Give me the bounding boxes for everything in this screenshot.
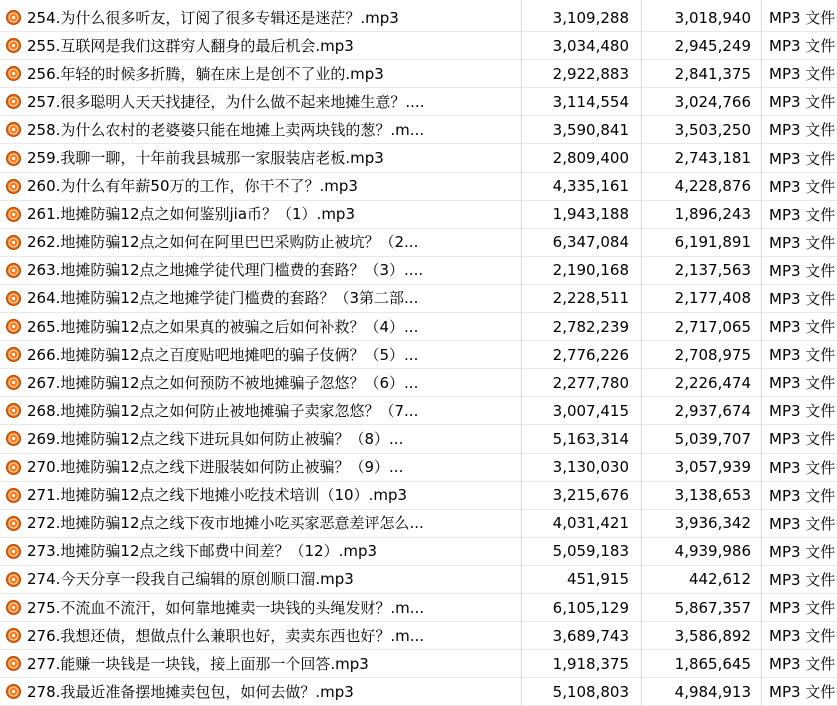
mp3-audio-icon	[6, 347, 21, 362]
file-size-cell: 2,922,883	[552, 64, 629, 83]
file-name-cell[interactable]	[0, 233, 521, 251]
file-size-cell: 6,105,129	[552, 598, 629, 617]
mp3-audio-icon	[6, 403, 21, 418]
file-packed-size-cell: 2,945,249	[674, 36, 751, 55]
file-packed-size-cell: 2,226,474	[674, 373, 751, 392]
file-name-label: 256.年轻的时候多折腾，躺在床上是创不了业的.mp3	[27, 64, 384, 83]
file-type-cell: MP3 文件	[769, 570, 836, 589]
file-type-cell: MP3 文件	[769, 318, 836, 337]
table-row[interactable]	[0, 566, 837, 594]
file-packed-size-cell: 4,228,876	[674, 177, 751, 196]
file-name-cell[interactable]	[0, 37, 521, 55]
file-packed-size-cell: 2,137,563	[674, 261, 751, 280]
table-row[interactable]	[0, 4, 837, 32]
mp3-audio-icon	[6, 572, 21, 587]
table-row[interactable]	[0, 594, 837, 622]
file-packed-size-cell: 2,717,065	[674, 317, 751, 336]
file-type-cell: MP3 文件	[769, 458, 836, 477]
file-size-cell: 5,108,803	[552, 682, 629, 701]
file-name-cell[interactable]	[0, 9, 521, 27]
table-row[interactable]	[0, 116, 837, 144]
file-name-label: 272.地摊防骗12点之线下夜市地摊小吃买家恶意差评怎么...	[27, 514, 424, 533]
table-row[interactable]	[0, 257, 837, 285]
file-type-cell: MP3 文件	[769, 430, 836, 449]
mp3-audio-icon	[6, 684, 21, 699]
file-packed-size-cell: 3,138,653	[674, 486, 751, 505]
file-rows-container	[0, 4, 837, 706]
file-name-label: 265.地摊防骗12点之如果真的被骗之后如何补救？（4）...	[27, 317, 419, 336]
file-name-cell[interactable]	[0, 542, 521, 560]
mp3-audio-icon	[6, 488, 21, 503]
file-name-cell[interactable]	[0, 121, 521, 139]
file-name-label: 268.地摊防骗12点之如何防止被地摊骗子卖家忽悠？（7...	[27, 401, 419, 420]
file-type-cell: MP3 文件	[769, 486, 836, 505]
file-name-cell[interactable]	[0, 93, 521, 111]
file-packed-size-cell: 2,937,674	[674, 401, 751, 420]
file-packed-size-cell: 2,708,975	[674, 345, 751, 364]
file-packed-size-cell: 3,024,766	[674, 92, 751, 111]
file-name-label: 275.不流血不流汗，如何靠地摊卖一块钱的头绳发财？.m...	[27, 598, 425, 617]
file-name-cell[interactable]	[0, 402, 521, 420]
file-name-cell[interactable]	[0, 318, 521, 336]
table-row[interactable]	[0, 32, 837, 60]
file-type-cell: MP3 文件	[769, 9, 836, 28]
file-name-cell[interactable]	[0, 149, 521, 167]
mp3-audio-icon	[6, 656, 21, 671]
mp3-audio-icon	[6, 600, 21, 615]
file-type-cell: MP3 文件	[769, 261, 836, 280]
file-packed-size-cell: 3,503,250	[674, 120, 751, 139]
table-row[interactable]	[0, 229, 837, 257]
file-name-label: 270.地摊防骗12点之线下进服装如何防止被骗？（9）...	[27, 458, 404, 477]
file-type-cell: MP3 文件	[769, 514, 836, 533]
file-type-cell: MP3 文件	[769, 683, 836, 702]
file-type-cell: MP3 文件	[769, 121, 836, 140]
table-row[interactable]	[0, 454, 837, 482]
file-size-cell: 2,277,780	[552, 373, 629, 392]
mp3-audio-icon	[6, 291, 21, 306]
file-name-label: 254.为什么很多听友，订阅了很多专辑还是迷茫？.mp3	[27, 8, 399, 27]
file-size-cell: 3,130,030	[552, 458, 629, 477]
mp3-audio-icon	[6, 375, 21, 390]
table-row[interactable]	[0, 341, 837, 369]
file-type-cell: MP3 文件	[769, 374, 836, 393]
file-packed-size-cell: 4,984,913	[674, 682, 751, 701]
file-name-cell[interactable]	[0, 514, 521, 532]
file-packed-size-cell: 5,867,357	[674, 598, 751, 617]
file-packed-size-cell: 3,018,940	[674, 8, 751, 27]
file-packed-size-cell: 6,191,891	[674, 233, 751, 252]
file-name-label: 255.互联网是我们这群穷人翻身的最后机会.mp3	[27, 36, 354, 55]
file-packed-size-cell: 3,586,892	[674, 626, 751, 645]
file-name-label: 264.地摊防骗12点之地摊学徒门槛费的套路？（3第二部...	[27, 289, 419, 308]
file-name-cell[interactable]	[0, 655, 521, 673]
file-type-cell: MP3 文件	[769, 205, 836, 224]
file-packed-size-cell: 1,896,243	[674, 205, 751, 224]
file-name-label: 259.我聊一聊，十年前我县城那一家服装店老板.mp3	[27, 149, 384, 168]
table-row[interactable]	[0, 285, 837, 313]
table-row[interactable]	[0, 88, 837, 116]
mp3-audio-icon	[6, 10, 21, 25]
mp3-audio-icon	[6, 544, 21, 559]
file-type-cell: MP3 文件	[769, 37, 836, 56]
table-row[interactable]	[0, 144, 837, 172]
file-name-cell[interactable]	[0, 458, 521, 476]
file-packed-size-cell: 1,865,645	[674, 654, 751, 673]
table-row[interactable]	[0, 538, 837, 566]
file-name-cell[interactable]	[0, 205, 521, 223]
file-name-cell[interactable]	[0, 65, 521, 83]
file-type-cell: MP3 文件	[769, 346, 836, 365]
file-name-label: 258.为什么农村的老婆婆只能在地摊上卖两块钱的葱？.m...	[27, 120, 425, 139]
file-size-cell: 2,190,168	[552, 261, 629, 280]
file-type-cell: MP3 文件	[769, 655, 836, 674]
file-name-cell[interactable]	[0, 599, 521, 617]
file-name-cell[interactable]	[0, 261, 521, 279]
file-type-cell: MP3 文件	[769, 542, 836, 561]
file-type-cell: MP3 文件	[769, 627, 836, 646]
mp3-audio-icon	[6, 179, 21, 194]
file-name-label: 267.地摊防骗12点之如何预防不被地摊骗子忽悠？（6）...	[27, 373, 419, 392]
file-size-cell: 6,347,084	[552, 233, 629, 252]
mp3-audio-icon	[6, 263, 21, 278]
file-size-cell: 4,031,421	[552, 514, 629, 533]
mp3-audio-icon	[6, 628, 21, 643]
file-name-label: 271.地摊防骗12点之线下地摊小吃技术培训（10）.mp3	[27, 486, 408, 505]
file-name-cell[interactable]	[0, 346, 521, 364]
file-name-cell[interactable]	[0, 177, 521, 195]
file-size-cell: 5,059,183	[552, 542, 629, 561]
mp3-audio-icon	[6, 94, 21, 109]
file-name-label: 261.地摊防骗12点之如何鉴别jia币？（1）.mp3	[27, 205, 356, 224]
file-name-label: 263.地摊防骗12点之地摊学徒代理门槛费的套路？（3）....	[27, 261, 424, 280]
file-packed-size-cell: 2,177,408	[674, 289, 751, 308]
table-row[interactable]	[0, 650, 837, 678]
file-type-cell: MP3 文件	[769, 149, 836, 168]
file-size-cell: 2,228,511	[552, 289, 629, 308]
file-name-cell[interactable]	[0, 627, 521, 645]
file-size-cell: 2,809,400	[552, 149, 629, 168]
file-size-cell: 1,918,375	[552, 654, 629, 673]
mp3-audio-icon	[6, 319, 21, 334]
mp3-audio-icon	[6, 235, 21, 250]
file-name-cell[interactable]	[0, 683, 521, 701]
mp3-audio-icon	[6, 207, 21, 222]
file-packed-size-cell: 442,612	[688, 570, 751, 589]
file-size-cell: 5,163,314	[552, 429, 629, 448]
file-packed-size-cell: 3,936,342	[674, 514, 751, 533]
table-row[interactable]	[0, 397, 837, 425]
mp3-audio-icon	[6, 516, 21, 531]
file-type-cell: MP3 文件	[769, 599, 836, 618]
file-packed-size-cell: 2,841,375	[674, 64, 751, 83]
file-name-cell[interactable]	[0, 570, 521, 588]
file-name-cell[interactable]	[0, 486, 521, 504]
file-size-cell: 3,114,554	[552, 92, 629, 111]
file-size-cell: 451,915	[566, 570, 629, 589]
file-size-cell: 3,689,743	[552, 626, 629, 645]
mp3-audio-icon	[6, 122, 21, 137]
file-size-cell: 3,215,676	[552, 486, 629, 505]
file-size-cell: 3,007,415	[552, 401, 629, 420]
file-name-cell[interactable]	[0, 289, 521, 307]
file-name-label: 262.地摊防骗12点之如何在阿里巴巴采购防止被坑？（2...	[27, 233, 419, 252]
column-header-sliver[interactable]	[0, 0, 837, 4]
file-name-cell[interactable]	[0, 430, 521, 448]
file-name-label: 276.我想还债，想做点什么兼职也好，卖卖东西也好？.m...	[27, 626, 425, 645]
file-type-cell: MP3 文件	[769, 289, 836, 308]
file-size-cell: 3,590,841	[552, 120, 629, 139]
file-name-label: 260.为什么有年薪50万的工作，你干不了？.mp3	[27, 177, 358, 196]
table-row[interactable]	[0, 425, 837, 453]
file-packed-size-cell: 5,039,707	[674, 429, 751, 448]
table-row[interactable]	[0, 622, 837, 650]
mp3-audio-icon	[6, 38, 21, 53]
table-row[interactable]	[0, 678, 837, 706]
file-name-label: 257.很多聪明人天天找捷径，为什么做不起来地摊生意？....	[27, 92, 425, 111]
file-type-cell: MP3 文件	[769, 402, 836, 421]
file-size-cell: 2,782,239	[552, 317, 629, 336]
file-type-cell: MP3 文件	[769, 65, 836, 84]
mp3-audio-icon	[6, 151, 21, 166]
table-row[interactable]	[0, 313, 837, 341]
table-row[interactable]	[0, 173, 837, 201]
table-row[interactable]	[0, 482, 837, 510]
file-name-label: 273.地摊防骗12点之线下邮费中间差？（12）.mp3	[27, 542, 378, 561]
file-size-cell: 1,943,188	[552, 205, 629, 224]
file-name-label: 266.地摊防骗12点之百度贴吧地摊吧的骗子伎俩？（5）...	[27, 345, 419, 364]
file-packed-size-cell: 4,939,986	[674, 542, 751, 561]
mp3-audio-icon	[6, 460, 21, 475]
table-row[interactable]	[0, 60, 837, 88]
file-name-label: 277.能赚一块钱是一块钱，接上面那一个回答.mp3	[27, 654, 369, 673]
file-packed-size-cell: 3,057,939	[674, 458, 751, 477]
file-size-cell: 3,109,288	[552, 8, 629, 27]
file-name-cell[interactable]	[0, 374, 521, 392]
mp3-audio-icon	[6, 66, 21, 81]
file-packed-size-cell: 2,743,181	[674, 149, 751, 168]
file-name-label: 278.我最近准备摆地摊卖包包，如何去做？.mp3	[27, 682, 354, 701]
file-type-cell: MP3 文件	[769, 177, 836, 196]
file-type-cell: MP3 文件	[769, 93, 836, 112]
file-size-cell: 4,335,161	[552, 177, 629, 196]
table-row[interactable]	[0, 201, 837, 229]
file-size-cell: 2,776,226	[552, 345, 629, 364]
file-name-label: 269.地摊防骗12点之线下进玩具如何防止被骗？（8）...	[27, 429, 404, 448]
table-row[interactable]	[0, 510, 837, 538]
table-row[interactable]	[0, 369, 837, 397]
mp3-audio-icon	[6, 431, 21, 446]
file-size-cell: 3,034,480	[552, 36, 629, 55]
file-type-cell: MP3 文件	[769, 233, 836, 252]
file-name-label: 274.今天分享一段我自己编辑的原创顺口溜.mp3	[27, 570, 354, 589]
